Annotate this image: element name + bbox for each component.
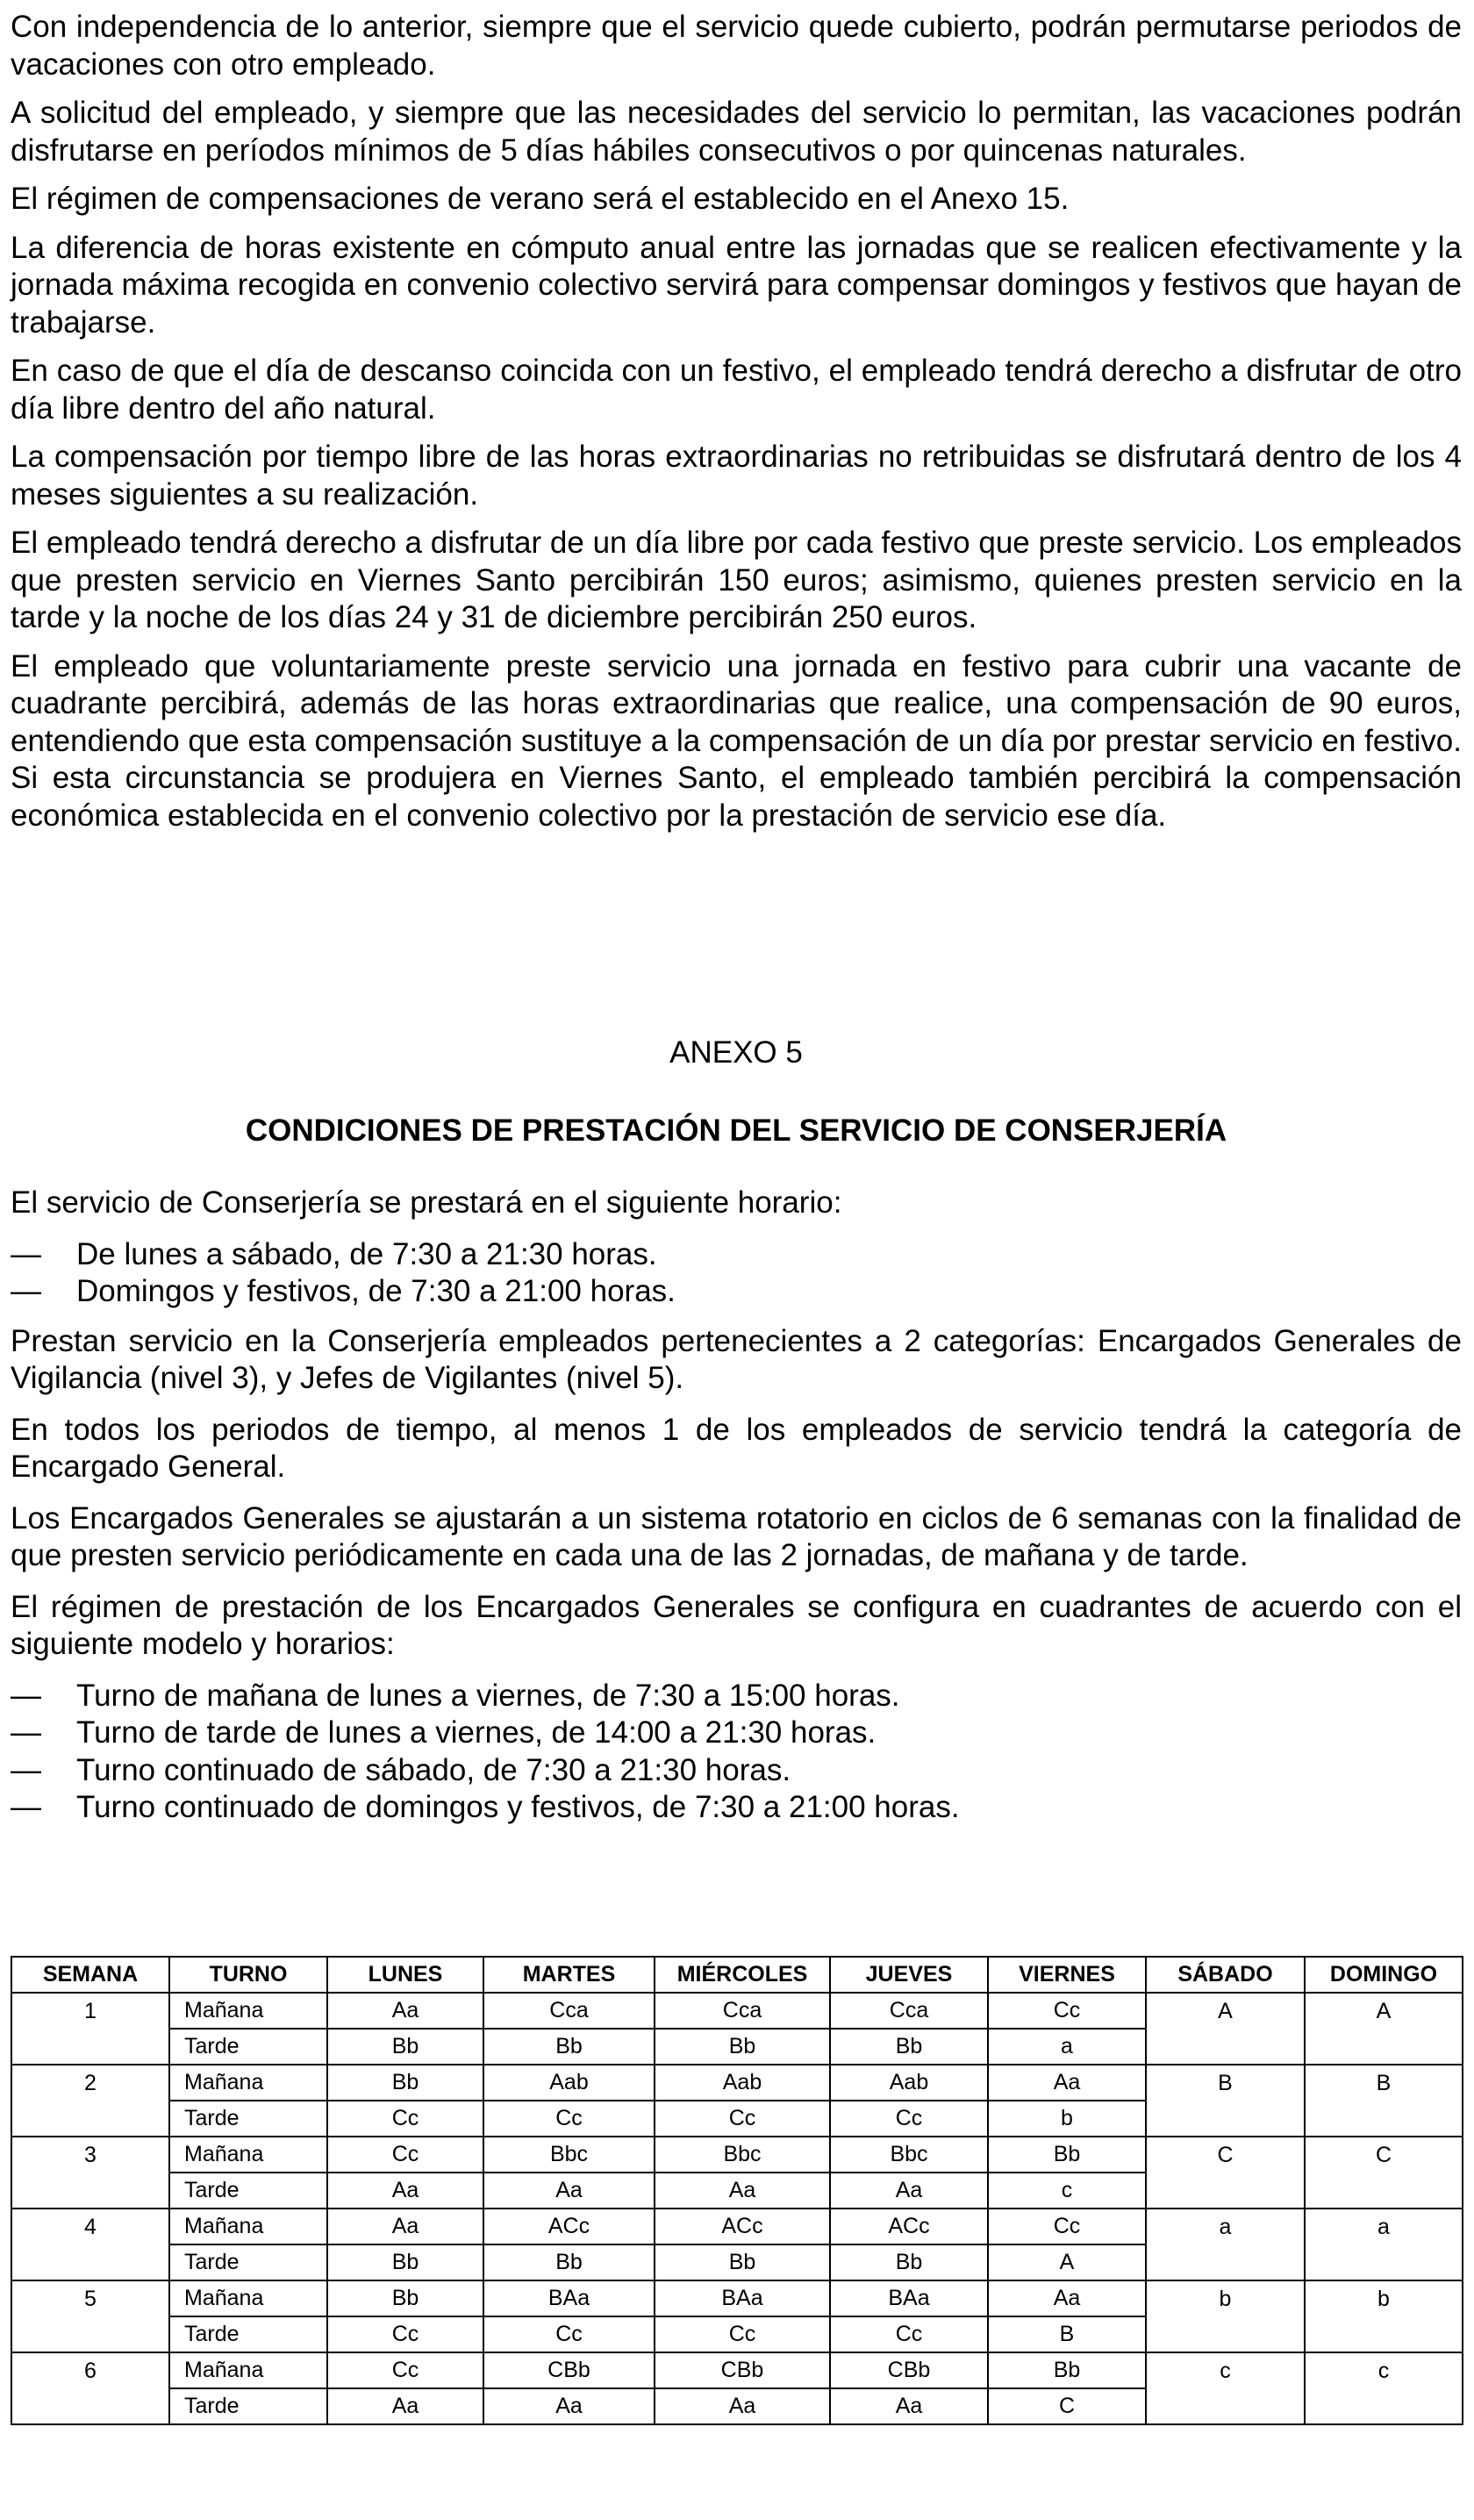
table-cell: Aab [483, 2065, 655, 2101]
table-cell: Cca [483, 1993, 655, 2029]
sunday-cell: B [1305, 2065, 1463, 2137]
paragraph: El empleado que voluntariamente preste servicio una jornada en festivo para cubrir una vacante de cuadrante percibirá, además de las horas extraordinarias que realice, una compensación de 90 euros, entendiendo que esta compensación sustituye a la compensación de un día por prestar servicio en festivo. Si esta circunstancia se produjera en Viernes Santo, el empleado también percibirá la compensación económica establecida en el convenio colectivo por la prestación de servicio ese día. [11, 648, 1462, 833]
table-row [11, 2280, 1463, 2316]
table-cell: B [988, 2316, 1146, 2352]
table-cell: Bb [988, 2352, 1146, 2388]
dash-marker: — [11, 1790, 41, 1824]
week-cell: 3 [11, 2137, 169, 2209]
saturday-cell: C [1146, 2137, 1305, 2209]
column-header: JUEVES [830, 1957, 988, 1993]
table-cell: Bb [655, 2029, 830, 2065]
table-cell: Bb [655, 2244, 830, 2280]
list-item: — Domingos y festivos, de 7:30 a 21:00 horas. [11, 1273, 1462, 1311]
table-cell: Cc [830, 2316, 988, 2352]
shift-cell: Tarde [169, 2029, 327, 2065]
table-row [11, 2065, 1463, 2101]
dash-marker: — [11, 1236, 41, 1271]
list-item: — Turno continuado de sábado, de 7:30 a 21:30 horas. [11, 1752, 1462, 1790]
table-cell: Bb [327, 2065, 483, 2101]
table-header-row [11, 1957, 1463, 1993]
week-cell: 4 [11, 2209, 169, 2280]
paragraph: Los Encargados Generales se ajustarán a un sistema rotatorio en ciclos de 6 semanas con la finalidad de que presten servicio periódicamente en cada una de las 2 jornadas, de mañana y de tarde. [11, 1500, 1462, 1572]
shift-cell: Mañana [169, 2352, 327, 2388]
table-cell: Cc [327, 2137, 483, 2173]
column-header: LUNES [327, 1957, 483, 1993]
table-cell: Aab [655, 2065, 830, 2101]
shift-list [11, 1678, 1462, 1827]
table-cell: CBb [483, 2352, 655, 2388]
table-cell: Cc [655, 2316, 830, 2352]
shift-schedule-table [11, 1956, 1463, 2425]
table-cell: Aa [327, 2388, 483, 2424]
paragraph: En todos los periodos de tiempo, al menos 1 de los empleados de servicio tendrá la categoría de Encargado General. [11, 1412, 1462, 1484]
shift-cell: Mañana [169, 2209, 327, 2244]
table-cell: Cc [327, 2101, 483, 2137]
table-cell: Bb [830, 2244, 988, 2280]
sunday-cell: C [1305, 2137, 1463, 2209]
table-cell: ACc [830, 2209, 988, 2244]
table-cell: Bbc [655, 2137, 830, 2173]
column-header: DOMINGO [1305, 1957, 1463, 1993]
table-cell: A [988, 2244, 1146, 2280]
table-cell: Bb [327, 2029, 483, 2065]
table-cell: Aa [483, 2173, 655, 2209]
table-cell: Bbc [483, 2137, 655, 2173]
table-cell: Cca [830, 1993, 988, 2029]
dash-marker: — [11, 1274, 41, 1308]
column-header: SÁBADO [1146, 1957, 1305, 1993]
table-row [11, 2137, 1463, 2173]
dash-marker: — [11, 1678, 41, 1713]
week-cell: 1 [11, 1993, 169, 2065]
table-cell: Cc [830, 2101, 988, 2137]
table-cell: Bb [483, 2244, 655, 2280]
annex-title: CONDICIONES DE PRESTACIÓN DEL SERVICIO DE CONSERJERÍA [245, 1113, 1227, 1148]
table-cell: Aa [327, 2209, 483, 2244]
table-cell: Aa [327, 2173, 483, 2209]
list-item: — Turno de mañana de lunes a viernes, de 7:30 a 15:00 horas. [11, 1678, 1462, 1715]
shift-cell: Tarde [169, 2173, 327, 2209]
table-cell: Aa [655, 2388, 830, 2424]
sunday-cell: c [1305, 2352, 1463, 2424]
paragraph: El régimen de compensaciones de verano será el establecido en el Anexo 15. [11, 182, 1070, 216]
paragraph: A solicitud del empleado, y siempre que las necesidades del servicio lo permitan, las vacaciones podrán disfrutarse en períodos mínimos de 5 días hábiles consecutivos o por quincenas naturales. [11, 96, 1462, 168]
column-header: MIÉRCOLES [655, 1957, 830, 1993]
table-cell: ACc [483, 2209, 655, 2244]
paragraph: Con independencia de lo anterior, siempre que el servicio quede cubierto, podrán permutarse periodos de vacaciones con otro empleado. [11, 10, 1462, 82]
table-cell: Aa [988, 2280, 1146, 2316]
table-cell: Cc [988, 2209, 1146, 2244]
week-cell: 2 [11, 2065, 169, 2137]
list-item: — Turno de tarde de lunes a viernes, de 14:00 a 21:30 horas. [11, 1715, 1462, 1752]
column-header: MARTES [483, 1957, 655, 1993]
table-cell: Bbc [830, 2137, 988, 2173]
list-item: — Turno continuado de domingos y festivos, de 7:30 a 21:00 horas. [11, 1789, 1462, 1827]
shift-cell: Mañana [169, 1993, 327, 2029]
table-cell: Bb [327, 2244, 483, 2280]
table-cell: Bb [988, 2137, 1146, 2173]
shift-cell: Mañana [169, 2065, 327, 2101]
table-cell: Aa [327, 1993, 483, 2029]
paragraph: El régimen de prestación de los Encargados Generales se configura en cuadrantes de acuerdo con el siguiente modelo y horarios: [11, 1589, 1462, 1661]
dash-marker: — [11, 1715, 41, 1750]
table-cell: a [988, 2029, 1146, 2065]
table-cell: BAa [483, 2280, 655, 2316]
shift-cell: Mañana [169, 2137, 327, 2173]
table-cell: Bb [483, 2029, 655, 2065]
table-cell: Aab [830, 2065, 988, 2101]
saturday-cell: A [1146, 1993, 1305, 2065]
paragraph: La diferencia de horas existente en cómputo anual entre las jornadas que se realicen efectivamente y la jornada máxima recogida en convenio colectivo servirá para compensar domingos y festivos que hayan de trabajarse. [11, 230, 1462, 340]
table-cell: b [988, 2101, 1146, 2137]
sunday-cell: a [1305, 2209, 1463, 2280]
shift-cell: Tarde [169, 2101, 327, 2137]
column-header: SEMANA [11, 1957, 169, 1993]
saturday-cell: B [1146, 2065, 1305, 2137]
table-cell: Aa [483, 2388, 655, 2424]
intro-section [11, 9, 1462, 834]
saturday-cell: b [1146, 2280, 1305, 2352]
table-cell: BAa [655, 2280, 830, 2316]
table-cell: Bb [830, 2029, 988, 2065]
table-cell: Aa [830, 2173, 988, 2209]
dash-marker: — [11, 1752, 41, 1787]
table-row [11, 2352, 1463, 2388]
paragraph: El servicio de Conserjería se prestará en el siguiente horario: [11, 1185, 842, 1220]
list-item: — De lunes a sábado, de 7:30 a 21:30 horas. [11, 1236, 1462, 1274]
saturday-cell: c [1146, 2352, 1305, 2424]
table-cell: c [988, 2173, 1146, 2209]
paragraph: Prestan servicio en la Conserjería empleados pertenecientes a 2 categorías: Encargados Generales de Vigilancia (nivel 3), y Jefes de Vigilantes (nivel 5). [11, 1323, 1462, 1395]
table-cell: BAa [830, 2280, 988, 2316]
shift-cell: Tarde [169, 2244, 327, 2280]
table-cell: Cc [483, 2316, 655, 2352]
table-cell: Cc [327, 2352, 483, 2388]
week-cell: 5 [11, 2280, 169, 2352]
table-row [11, 1993, 1463, 2029]
shift-cell: Tarde [169, 2388, 327, 2424]
table-cell: CBb [655, 2352, 830, 2388]
column-header: TURNO [169, 1957, 327, 1993]
table-cell: Cc [327, 2316, 483, 2352]
table-cell: Bb [327, 2280, 483, 2316]
saturday-cell: a [1146, 2209, 1305, 2280]
shift-cell: Tarde [169, 2316, 327, 2352]
column-header: VIERNES [988, 1957, 1146, 1993]
table-cell: CBb [830, 2352, 988, 2388]
table-cell: Aa [988, 2065, 1146, 2101]
table-row [11, 2209, 1463, 2244]
paragraph: La compensación por tiempo libre de las horas extraordinarias no retribuidas se disfrutará dentro de los 4 meses siguientes a su realización. [11, 440, 1462, 512]
table-cell: Cca [655, 1993, 830, 2029]
paragraph: En caso de que el día de descanso coincida con un festivo, el empleado tendrá derecho a disfrutar de otro día libre dentro del año natural. [11, 354, 1462, 426]
table-cell: Aa [830, 2388, 988, 2424]
table-cell: Aa [655, 2173, 830, 2209]
paragraph: El empleado tendrá derecho a disfrutar de un día libre por cada festivo que preste servicio. Los empleados que presten servicio en Viernes Santo percibirán 150 euros; asimismo, quienes presten servicio en la tarde y la noche de los días 24 y 31 de diciembre percibirán 250 euros. [11, 526, 1462, 634]
week-cell: 6 [11, 2352, 169, 2424]
sunday-cell: A [1305, 1993, 1463, 2065]
table-cell: Cc [483, 2101, 655, 2137]
annex-number: ANEXO 5 [669, 1035, 803, 1070]
table-cell: ACc [655, 2209, 830, 2244]
table-cell: Cc [988, 1993, 1146, 2029]
sunday-cell: b [1305, 2280, 1463, 2352]
schedule-list [11, 1236, 1462, 1311]
shift-cell: Mañana [169, 2280, 327, 2316]
table-cell: C [988, 2388, 1146, 2424]
annex-body [11, 1185, 1462, 1827]
table-cell: Cc [655, 2101, 830, 2137]
